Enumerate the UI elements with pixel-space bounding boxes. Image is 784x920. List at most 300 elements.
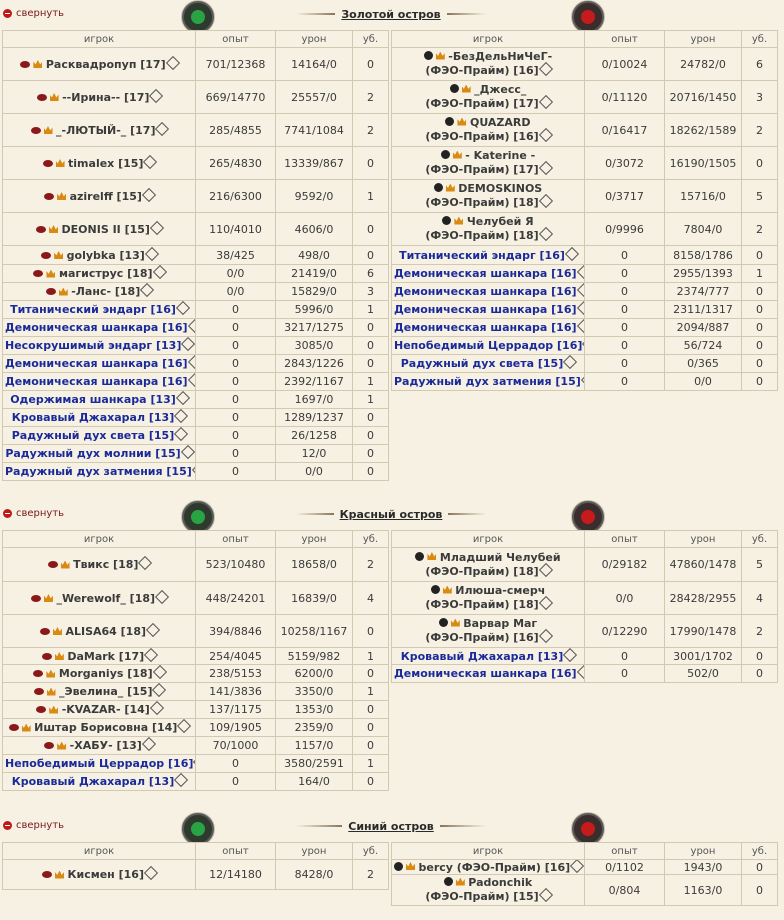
info-icon[interactable] <box>152 683 166 697</box>
crown-icon <box>457 118 466 126</box>
player-cell <box>392 665 585 683</box>
table-row <box>3 246 389 265</box>
info-icon[interactable] <box>150 220 164 234</box>
crown-icon <box>446 184 455 192</box>
player-clan-line <box>394 130 582 144</box>
column-header: опыт <box>585 843 665 860</box>
experience-cell: 0 <box>196 337 276 355</box>
info-icon[interactable] <box>539 62 553 76</box>
experience-cell: 0 <box>196 463 276 481</box>
eye-icon[interactable] <box>46 288 56 295</box>
player-clan-level: (ФЭО-Прайм) [16] <box>425 64 539 77</box>
column-header: игрок <box>392 843 585 860</box>
experience-cell: 254/4045 <box>196 648 276 665</box>
damage-cell: 14164/0 <box>276 48 353 81</box>
eye-icon[interactable] <box>33 270 43 277</box>
table-row <box>392 373 778 391</box>
collapse-icon <box>3 821 12 830</box>
crown-icon <box>55 652 64 660</box>
player-name[interactable]: DEONIS II [15] <box>61 222 150 236</box>
kills-cell: 2 <box>353 860 389 890</box>
info-icon[interactable] <box>539 194 553 208</box>
table-row <box>3 737 389 755</box>
kills-cell: 1 <box>353 301 389 319</box>
table-row <box>392 355 778 373</box>
player-cell <box>3 373 196 391</box>
info-icon[interactable] <box>146 622 160 636</box>
info-icon[interactable] <box>539 562 553 576</box>
eye-icon[interactable] <box>9 724 19 731</box>
player-icons <box>445 117 466 126</box>
player-icons <box>44 192 66 200</box>
green-team-emblem-icon <box>182 1 214 33</box>
player-name[interactable]: _Эвелина_ [15] <box>59 685 153 698</box>
monster-name[interactable]: Кровавый Джахарал [13] <box>11 411 175 424</box>
damage-cell: 28428/2955 <box>665 582 742 615</box>
player-name[interactable]: timalex [15] <box>68 156 144 170</box>
crown-icon <box>454 217 463 225</box>
player-icons <box>444 877 465 886</box>
info-icon[interactable] <box>174 427 188 441</box>
team-left-table <box>2 842 389 890</box>
damage-cell: 26/1258 <box>276 427 353 445</box>
table-header-row <box>3 531 389 548</box>
kills-cell: 0 <box>353 337 389 355</box>
clan-icon <box>424 51 433 60</box>
player-icons <box>394 862 415 871</box>
player-name[interactable]: DEMOSKINOS <box>458 182 543 195</box>
kills-cell: 0 <box>742 355 778 373</box>
table-row <box>392 213 778 246</box>
damage-cell: 3085/0 <box>276 337 353 355</box>
info-icon[interactable] <box>155 121 169 135</box>
eye-icon[interactable] <box>42 653 52 660</box>
eye-icon[interactable] <box>36 706 46 713</box>
player-icons <box>431 585 452 594</box>
info-icon[interactable] <box>539 596 553 610</box>
damage-cell: 3217/1275 <box>276 319 353 337</box>
player-icons <box>31 126 53 134</box>
player-cell <box>3 337 196 355</box>
player-clan-line <box>394 598 582 612</box>
monster-name[interactable]: Демоническая шанкара [16] <box>394 285 577 298</box>
player-clan-level: (ФЭО-Прайм) [17] <box>425 163 539 176</box>
eye-icon[interactable] <box>31 127 41 134</box>
table-row <box>3 719 389 737</box>
damage-cell: 0/0 <box>276 463 353 481</box>
info-icon[interactable] <box>177 719 191 733</box>
monster-name[interactable]: Кровавый Джахарал [13] <box>400 649 564 663</box>
player-cell <box>392 355 585 373</box>
player-name[interactable]: Твикс [18] <box>73 558 139 571</box>
crown-icon <box>56 159 65 167</box>
eye-icon[interactable] <box>34 688 44 695</box>
player-icons <box>442 216 463 225</box>
eye-icon[interactable] <box>44 742 54 749</box>
table-row <box>392 615 778 648</box>
experience-cell: 0 <box>196 301 276 319</box>
team-left-table <box>2 30 389 481</box>
player-icons <box>434 183 455 192</box>
collapse-icon <box>3 9 12 18</box>
player-icons <box>34 688 56 696</box>
player-cell <box>392 615 585 648</box>
collapse-button[interactable] <box>3 8 64 19</box>
player-cell <box>392 114 585 147</box>
table-row <box>3 582 389 615</box>
player-name[interactable]: -Ланс- [18] <box>71 285 141 298</box>
info-icon[interactable] <box>150 701 164 715</box>
island-title-banner <box>296 816 486 836</box>
kills-cell: 0 <box>742 246 778 265</box>
table-row <box>3 114 389 147</box>
table-row <box>392 81 778 114</box>
collapse-label[interactable]: свернуть <box>16 8 65 19</box>
player-icons <box>43 159 65 167</box>
info-icon[interactable] <box>539 95 553 109</box>
collapse-button[interactable] <box>3 508 64 519</box>
info-icon[interactable] <box>539 629 553 643</box>
experience-cell: 0 <box>196 319 276 337</box>
monster-name[interactable]: Радужный дух затмения [15] <box>394 375 581 388</box>
player-cell <box>3 548 196 582</box>
clan-icon <box>439 618 448 627</box>
monster-name[interactable]: Радужный дух света [15] <box>400 357 564 370</box>
player-cell <box>392 246 585 265</box>
player-name-line <box>394 182 582 196</box>
player-name[interactable]: golybka [13] <box>66 248 145 262</box>
info-icon[interactable] <box>539 227 553 241</box>
player-name[interactable]: bercy (ФЭО-Прайм) [16] <box>418 860 571 874</box>
player-name[interactable]: Расквадропуп [17] <box>45 57 166 71</box>
info-icon[interactable] <box>142 737 156 751</box>
experience-cell: 0/29182 <box>585 548 665 582</box>
experience-cell: 0 <box>585 265 665 283</box>
damage-cell: 56/724 <box>665 337 742 355</box>
player-name[interactable]: azirelff [15] <box>69 189 142 203</box>
info-icon[interactable] <box>174 409 188 423</box>
table-row <box>392 319 778 337</box>
kills-cell: 6 <box>742 48 778 81</box>
kills-cell: 0 <box>353 147 389 180</box>
player-name[interactable]: --Ирина-- [17] <box>62 90 150 104</box>
player-name[interactable]: магиструс [18] <box>58 267 153 280</box>
crown-icon <box>47 688 56 696</box>
monster-name[interactable]: Кровавый Джахарал [13] <box>11 775 175 788</box>
player-name-line <box>394 617 582 631</box>
info-icon[interactable] <box>187 319 195 333</box>
team-left-table <box>2 530 389 791</box>
table-row <box>3 355 389 373</box>
monster-name[interactable]: Радужный дух молнии [15] <box>5 447 181 460</box>
player-name[interactable]: Morganiys [18] <box>58 667 153 680</box>
experience-cell: 12/14180 <box>196 860 276 890</box>
info-icon[interactable] <box>152 265 166 279</box>
column-header: урон <box>665 531 742 548</box>
player-name-line <box>394 876 582 890</box>
player-name[interactable]: Padonchik <box>468 876 533 889</box>
island-header <box>0 500 784 530</box>
info-icon[interactable] <box>166 55 180 69</box>
info-icon[interactable] <box>181 445 195 459</box>
table-row <box>3 147 389 180</box>
player-icons <box>33 270 55 278</box>
monster-name[interactable]: Радужный дух света [15] <box>11 429 175 442</box>
crown-icon <box>49 225 58 233</box>
kills-cell: 6 <box>353 265 389 283</box>
player-name[interactable]: -БезДельНиЧеГ- <box>448 50 553 63</box>
info-icon[interactable] <box>143 154 157 168</box>
monster-name[interactable]: Демоническая шанкара [16] <box>5 375 188 388</box>
eye-icon[interactable] <box>43 160 53 167</box>
info-icon[interactable] <box>140 283 154 297</box>
collapse-icon <box>3 509 12 518</box>
kills-cell: 0 <box>353 463 389 481</box>
player-name-line <box>394 584 582 598</box>
monster-name[interactable]: Несокрушимый эндарг [13] <box>5 339 182 352</box>
player-name[interactable]: Челубей Я <box>466 215 534 228</box>
kills-cell: 2 <box>353 114 389 147</box>
table-header-row <box>392 843 778 860</box>
player-name[interactable]: -ХАБУ- [13] <box>69 739 142 752</box>
player-cell <box>3 737 196 755</box>
kills-cell: 0 <box>742 665 778 683</box>
damage-cell: 5996/0 <box>276 301 353 319</box>
player-name[interactable]: Кисмен [16] <box>67 868 144 881</box>
info-icon[interactable] <box>144 648 158 662</box>
column-header: опыт <box>196 843 276 860</box>
player-name[interactable]: _-ЛЮТЫЙ-_ [17] <box>56 123 156 137</box>
monster-name[interactable]: Демоническая шанкара [16] <box>394 303 577 316</box>
column-header: игрок <box>392 531 585 548</box>
team-right-table <box>391 30 778 391</box>
table-row <box>392 301 778 319</box>
damage-cell: 21419/0 <box>276 265 353 283</box>
info-icon[interactable] <box>176 301 190 315</box>
player-icons <box>42 652 64 660</box>
info-icon[interactable] <box>174 773 188 787</box>
column-header: урон <box>276 31 353 48</box>
kills-cell: 0 <box>742 319 778 337</box>
kills-cell: 3 <box>353 283 389 301</box>
damage-cell: 10258/1167 <box>276 615 353 648</box>
collapse-label[interactable]: свернуть <box>16 508 65 519</box>
experience-cell: 216/6300 <box>196 180 276 213</box>
experience-cell: 523/10480 <box>196 548 276 582</box>
monster-name[interactable]: Одержимая шанкара [13] <box>10 393 176 406</box>
player-name[interactable]: ALISA64 [18] <box>65 624 147 638</box>
clan-icon <box>394 862 403 871</box>
table-row <box>3 615 389 648</box>
eye-icon[interactable] <box>20 61 30 68</box>
table-row <box>3 391 389 409</box>
player-name[interactable]: _Werewolf_ [18] <box>56 591 156 605</box>
info-icon[interactable] <box>576 283 584 297</box>
player-clan-line <box>394 163 582 177</box>
kills-cell: 4 <box>353 582 389 615</box>
experience-cell: 0 <box>585 355 665 373</box>
info-icon[interactable] <box>149 88 163 102</box>
player-icons <box>31 594 53 602</box>
player-cell <box>3 265 196 283</box>
damage-cell: 4606/0 <box>276 213 353 246</box>
column-header: опыт <box>196 31 276 48</box>
player-cell <box>3 773 196 791</box>
player-name[interactable]: Младший Челубей <box>439 550 561 564</box>
clan-icon <box>445 117 454 126</box>
column-header: уб. <box>353 531 389 548</box>
kills-cell: 0 <box>353 409 389 427</box>
column-header: урон <box>276 843 353 860</box>
island-title-banner <box>296 504 486 524</box>
player-name[interactable]: Варвар Маг <box>463 617 538 630</box>
experience-cell: 0/0 <box>196 283 276 301</box>
crown-icon <box>456 878 465 886</box>
table-row <box>3 81 389 114</box>
damage-cell: 1157/0 <box>276 737 353 755</box>
info-icon[interactable] <box>539 128 553 142</box>
damage-cell: 7804/0 <box>665 213 742 246</box>
info-icon[interactable] <box>181 337 195 351</box>
player-clan-level: (ФЭО-Прайм) [18] <box>425 196 539 209</box>
table-row <box>392 665 778 683</box>
info-icon[interactable] <box>145 246 159 260</box>
experience-cell: 137/1175 <box>196 701 276 719</box>
kills-cell: 0 <box>353 701 389 719</box>
info-icon[interactable] <box>576 265 584 279</box>
table-row <box>392 337 778 355</box>
crown-icon <box>33 60 42 68</box>
damage-cell: 1163/0 <box>665 875 742 906</box>
crown-icon <box>55 871 64 879</box>
info-icon[interactable] <box>192 463 196 477</box>
table-row <box>3 301 389 319</box>
experience-cell: 0/0 <box>196 265 276 283</box>
monster-name[interactable]: Непобедимый Церрадор [16] <box>5 757 194 770</box>
info-icon[interactable] <box>176 391 190 405</box>
player-cell <box>392 548 585 582</box>
player-name[interactable]: _Джесс_ <box>474 83 527 96</box>
monster-name[interactable]: Радужный дух затмения [15] <box>5 465 192 478</box>
table-row <box>392 147 778 180</box>
info-icon[interactable] <box>155 589 169 603</box>
island-title[interactable]: Золотой остров <box>341 7 441 21</box>
experience-cell: 0 <box>196 391 276 409</box>
kills-cell: 0 <box>353 773 389 791</box>
monster-name[interactable]: Титанический эндарг [16] <box>399 248 565 262</box>
player-name[interactable]: Иштар Борисовна [14] <box>34 721 178 734</box>
kills-cell: 0 <box>742 337 778 355</box>
experience-cell: 669/14770 <box>196 81 276 114</box>
monster-name[interactable]: Демоническая шанкара [16] <box>5 321 188 334</box>
player-name[interactable]: QUAZARD <box>469 116 531 129</box>
monster-name[interactable]: Демоническая шанкара [16] <box>394 321 577 334</box>
column-header: опыт <box>196 531 276 548</box>
info-icon[interactable] <box>187 355 195 369</box>
eye-icon[interactable] <box>37 94 47 101</box>
player-icons <box>44 742 66 750</box>
info-icon[interactable] <box>565 246 579 260</box>
column-header: уб. <box>742 31 778 48</box>
eye-icon[interactable] <box>48 561 58 568</box>
crown-icon <box>22 724 31 732</box>
info-icon[interactable] <box>153 665 167 679</box>
table-row <box>3 773 389 791</box>
damage-cell: 12/0 <box>276 445 353 463</box>
monster-name[interactable]: Демоническая шанкара [16] <box>5 357 188 370</box>
info-icon[interactable] <box>138 556 152 570</box>
island-title[interactable]: Красный остров <box>339 507 443 521</box>
damage-cell: 1697/0 <box>276 391 353 409</box>
player-name[interactable]: DaMark [17] <box>67 649 145 663</box>
table-header-row <box>392 31 778 48</box>
eye-icon[interactable] <box>36 226 46 233</box>
info-icon[interactable] <box>563 648 577 662</box>
table-row <box>392 180 778 213</box>
player-icons <box>439 618 460 627</box>
player-name[interactable]: - Katerine - <box>465 149 536 162</box>
damage-cell: 2843/1226 <box>276 355 353 373</box>
monster-name[interactable]: Титанический эндарг [16] <box>10 303 176 316</box>
eye-icon[interactable] <box>31 595 41 602</box>
eye-icon[interactable] <box>33 670 43 677</box>
eye-icon[interactable] <box>40 628 50 635</box>
player-name[interactable]: -KVAZAR- [14] <box>61 703 150 716</box>
damage-cell: 18262/1589 <box>665 114 742 147</box>
kills-cell: 1 <box>353 648 389 665</box>
collapse-label[interactable]: свернуть <box>16 820 65 831</box>
info-icon[interactable] <box>576 665 584 679</box>
experience-cell: 265/4830 <box>196 147 276 180</box>
info-icon[interactable] <box>187 373 195 387</box>
kills-cell: 2 <box>742 615 778 648</box>
red-team-emblem-icon <box>572 501 604 533</box>
eye-icon[interactable] <box>41 252 51 259</box>
info-icon[interactable] <box>539 161 553 175</box>
kills-cell: 1 <box>742 265 778 283</box>
monster-name[interactable]: Демоническая шанкара [16] <box>394 267 577 280</box>
column-header: уб. <box>353 843 389 860</box>
table-row <box>392 283 778 301</box>
monster-name[interactable]: Непобедимый Церрадор [16] <box>394 339 583 352</box>
table-row <box>3 213 389 246</box>
info-icon[interactable] <box>563 355 577 369</box>
player-name[interactable]: Илюша-смерч <box>455 584 546 597</box>
player-icons <box>48 561 70 569</box>
experience-cell: 141/3836 <box>196 683 276 701</box>
info-icon[interactable] <box>142 187 156 201</box>
info-icon[interactable] <box>144 866 158 880</box>
player-cell <box>3 283 196 301</box>
eye-icon[interactable] <box>44 193 54 200</box>
player-icons <box>41 251 63 259</box>
kills-cell: 1 <box>353 755 389 773</box>
info-icon[interactable] <box>539 888 553 902</box>
player-cell <box>3 683 196 701</box>
monster-name[interactable]: Демоническая шанкара [16] <box>394 667 577 680</box>
info-icon[interactable] <box>581 373 585 387</box>
damage-cell: 47860/1478 <box>665 548 742 582</box>
collapse-button[interactable] <box>3 820 64 831</box>
table-row <box>3 48 389 81</box>
island-title[interactable]: Синий остров <box>348 819 434 833</box>
info-icon[interactable] <box>576 319 584 333</box>
ornament-right <box>448 513 486 515</box>
info-icon[interactable] <box>576 301 584 315</box>
info-icon[interactable] <box>570 860 584 873</box>
eye-icon[interactable] <box>42 871 52 878</box>
player-cell <box>3 48 196 81</box>
